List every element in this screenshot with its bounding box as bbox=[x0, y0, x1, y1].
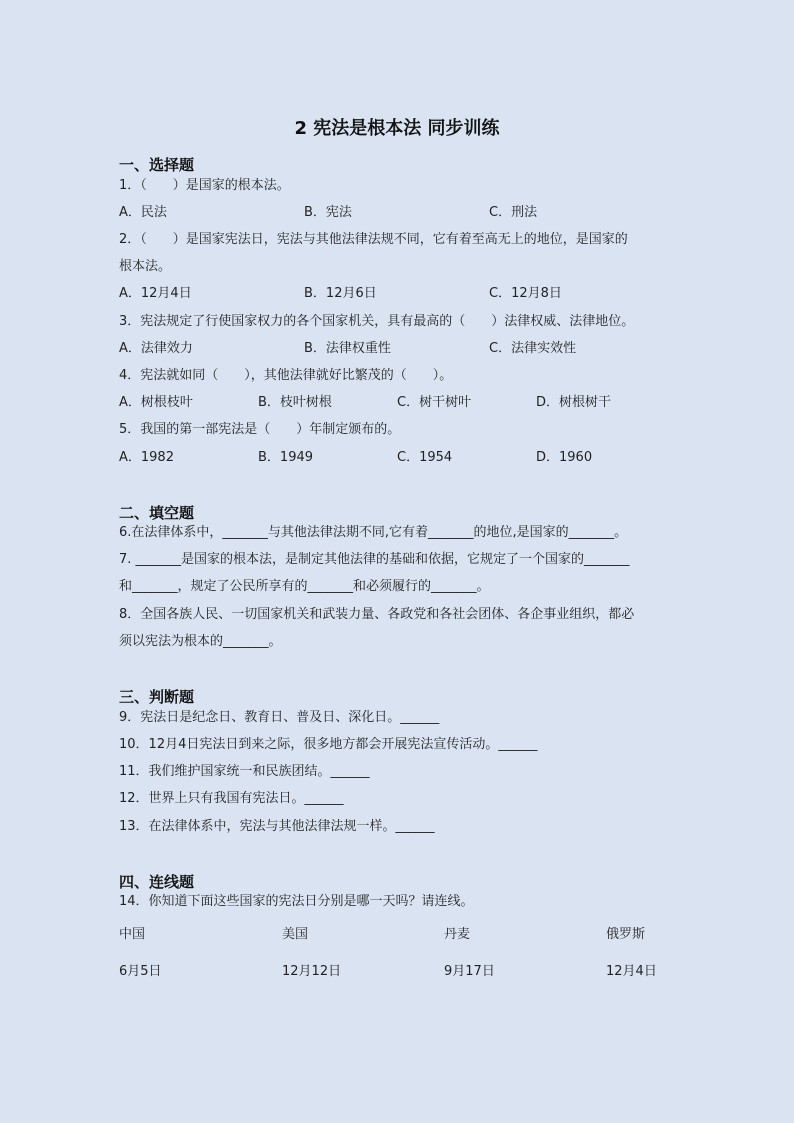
q1-option-b: B．宪法 bbox=[304, 205, 352, 220]
date-item: 6月5日 bbox=[119, 964, 162, 979]
q5-option-c: C．1954 bbox=[397, 450, 453, 465]
date-item: 12月12日 bbox=[282, 964, 342, 979]
country-russia: 俄罗斯 bbox=[606, 927, 646, 942]
q4-option-d: D．树根树干 bbox=[536, 395, 612, 410]
q1-option-a: A．民法 bbox=[119, 205, 167, 220]
question-3: 3．宪法规定了行使国家权力的各个国家机关，具有最高的（ ）法律权威、法律地位。 bbox=[119, 314, 635, 329]
question-4: 4．宪法就如同（ ），其他法律就好比繁茂的（ ）。 bbox=[119, 368, 453, 383]
question-14: 14．你知道下面这些国家的宪法日分别是哪一天吗？请连线。 bbox=[119, 894, 474, 909]
question-13: 13．在法律体系中，宪法与其他法律法规一样。______ bbox=[119, 819, 435, 834]
q2-option-c: C．12月8日 bbox=[489, 286, 562, 301]
date-item: 9月17日 bbox=[444, 964, 495, 979]
country-usa: 美国 bbox=[282, 927, 309, 942]
question-11: 11．我们维护国家统一和民族团结。______ bbox=[119, 764, 370, 779]
question-8-line-2: 须以宪法为根本的_______。 bbox=[119, 634, 282, 649]
section-heading-match: 四、连线题 bbox=[119, 873, 195, 891]
date-item: 12月4日 bbox=[606, 964, 657, 979]
question-12: 12．世界上只有我国有宪法日。______ bbox=[119, 791, 344, 806]
q2-option-a: A．12月4日 bbox=[119, 286, 192, 301]
question-1: 1．（ ）是国家的根本法。 bbox=[119, 178, 290, 193]
q5-option-d: D．1960 bbox=[536, 450, 593, 465]
question-2-line-1: 2．（ ）是国家宪法日，宪法与其他法律法规不同，它有着至高无上的地位，是国家的 bbox=[119, 232, 628, 247]
page-title: 2 宪法是根本法 同步训练 bbox=[294, 118, 500, 139]
question-7-line-1: 7. _______是国家的根本法，是制定其他法律的基础和依据，它规定了一个国家的_______ bbox=[119, 552, 630, 567]
section-heading-choice: 一、选择题 bbox=[119, 156, 195, 174]
question-2-line-2: 根本法。 bbox=[119, 259, 172, 274]
section-heading-fill: 二、填空题 bbox=[119, 504, 195, 522]
question-6: 6.在法律体系中，_______与其他法律法期不同,它有着_______的地位,是国家的_______。 bbox=[119, 525, 628, 540]
question-8-line-1: 8．全国各族人民、一切国家机关和武装力量、各政党和各社会团体、各企事业组织，都必 bbox=[119, 607, 635, 622]
q2-option-b: B．12月6日 bbox=[304, 286, 377, 301]
q5-option-a: A．1982 bbox=[119, 450, 174, 465]
country-china: 中国 bbox=[119, 927, 146, 942]
section-heading-judge: 三、判断题 bbox=[119, 688, 195, 706]
question-7-line-2: 和_______，规定了公民所享有的_______和必须履行的_______。 bbox=[119, 579, 490, 594]
q3-option-b: B．法律权重性 bbox=[304, 341, 391, 356]
question-9: 9．宪法日是纪念日、教育日、普及日、深化日。______ bbox=[119, 710, 440, 725]
question-10: 10．12月4日宪法日到来之际，很多地方都会开展宪法宣传活动。______ bbox=[119, 737, 538, 752]
q3-option-a: A．法律效力 bbox=[119, 341, 193, 356]
question-5: 5．我国的第一部宪法是（ ）年制定颁布的。 bbox=[119, 422, 401, 437]
q3-option-c: C．法律实效性 bbox=[489, 341, 577, 356]
q5-option-b: B．1949 bbox=[258, 450, 314, 465]
country-denmark: 丹麦 bbox=[444, 927, 471, 942]
q4-option-c: C．树干树叶 bbox=[397, 395, 472, 410]
q4-option-a: A．树根枝叶 bbox=[119, 395, 193, 410]
q1-option-c: C．刑法 bbox=[489, 205, 538, 220]
q4-option-b: B．枝叶树根 bbox=[258, 395, 332, 410]
